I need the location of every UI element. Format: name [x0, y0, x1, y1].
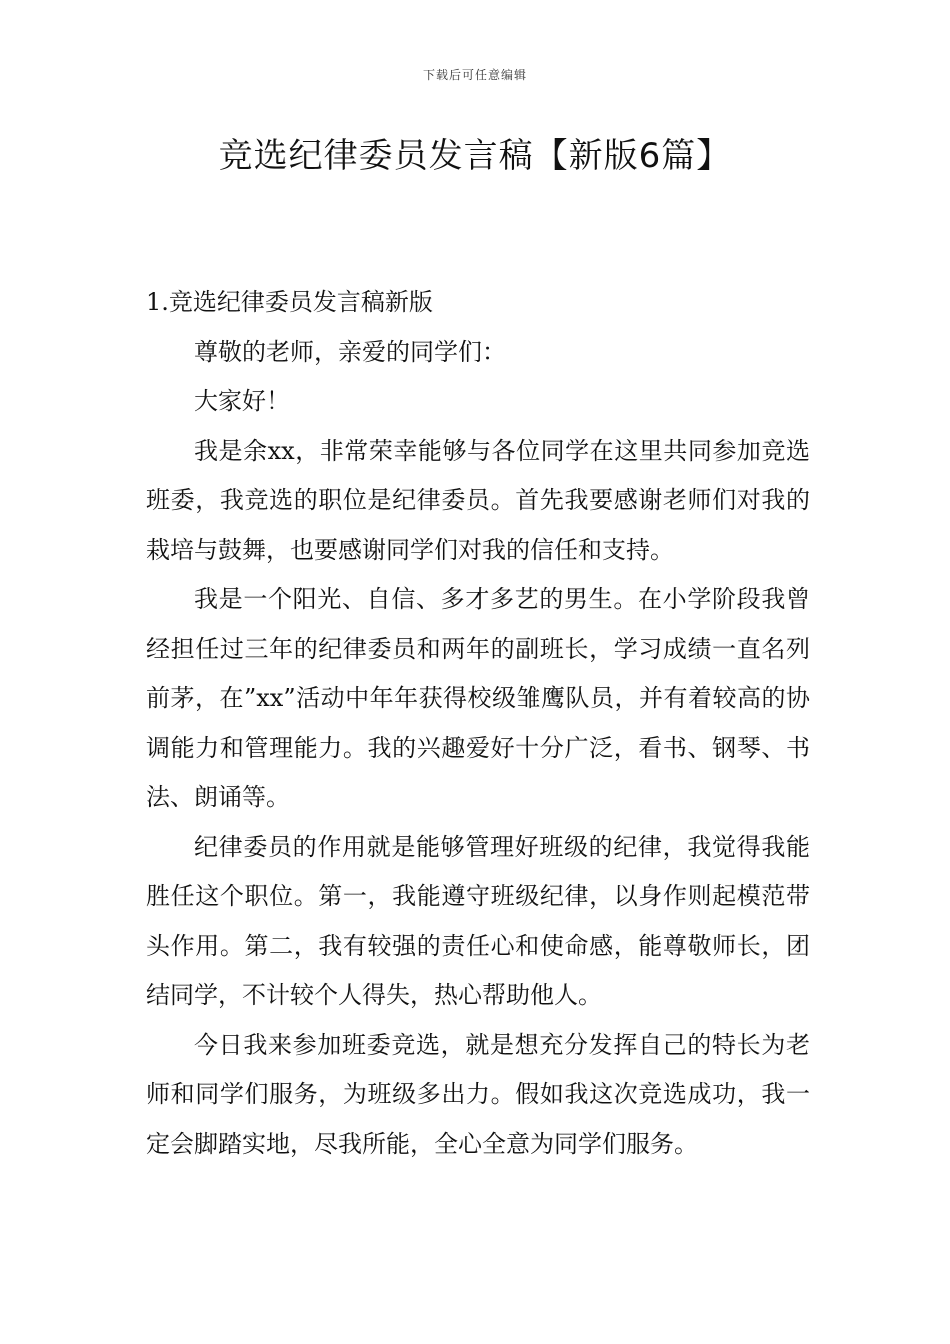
paragraph-introduction: 我是余xx，非常荣幸能够与各位同学在这里共同参加竞选班委，我竞选的职位是纪律委员。首先我要感谢老师们对我的栽培与鼓舞，也要感谢同学们对我的信任和支持。: [146, 436, 810, 564]
header-note: 下载后可任意编辑: [422, 68, 527, 82]
paragraph-role-qualification: 纪律委员的作用就是能够管理好班级的纪律，我觉得我能胜任这个职位。第一，我能遵守班级纪律，以身作则起模范带头作用。第二，我有较强的责任心和使命感，能尊敬师长，团结同学，不计较个人得失，热心帮助他人。: [146, 832, 810, 1009]
paragraph-greeting: 大家好！: [194, 387, 290, 415]
paragraph-salutation: 尊敬的老师，亲爱的同学们：: [194, 337, 506, 366]
section-heading: 1.竞选纪律委员发言稿新版: [146, 288, 433, 316]
paragraph-commitment: 今日我来参加班委竞选，就是想充分发挥自己的特长为老师和同学们服务，为班级多出力。假如我这次竞选成功，我一定会脚踏实地，尽我所能，全心全意为同学们服务。: [146, 1030, 810, 1158]
document-title: 竞选纪律委员发言稿【新版6篇】: [218, 136, 732, 176]
document-body: [146, 278, 810, 1169]
paragraph-self-description: 我是一个阳光、自信、多才多艺的男生。在小学阶段我曾经担任过三年的纪律委员和两年的副班长，学习成绩一直名列前茅，在”xx”活动中年年获得校级雏鹰队员，并有着较高的协调能力和管理能力。我的兴趣爱好十分广泛，看书、钢琴、书法、朗诵等。: [146, 585, 810, 811]
